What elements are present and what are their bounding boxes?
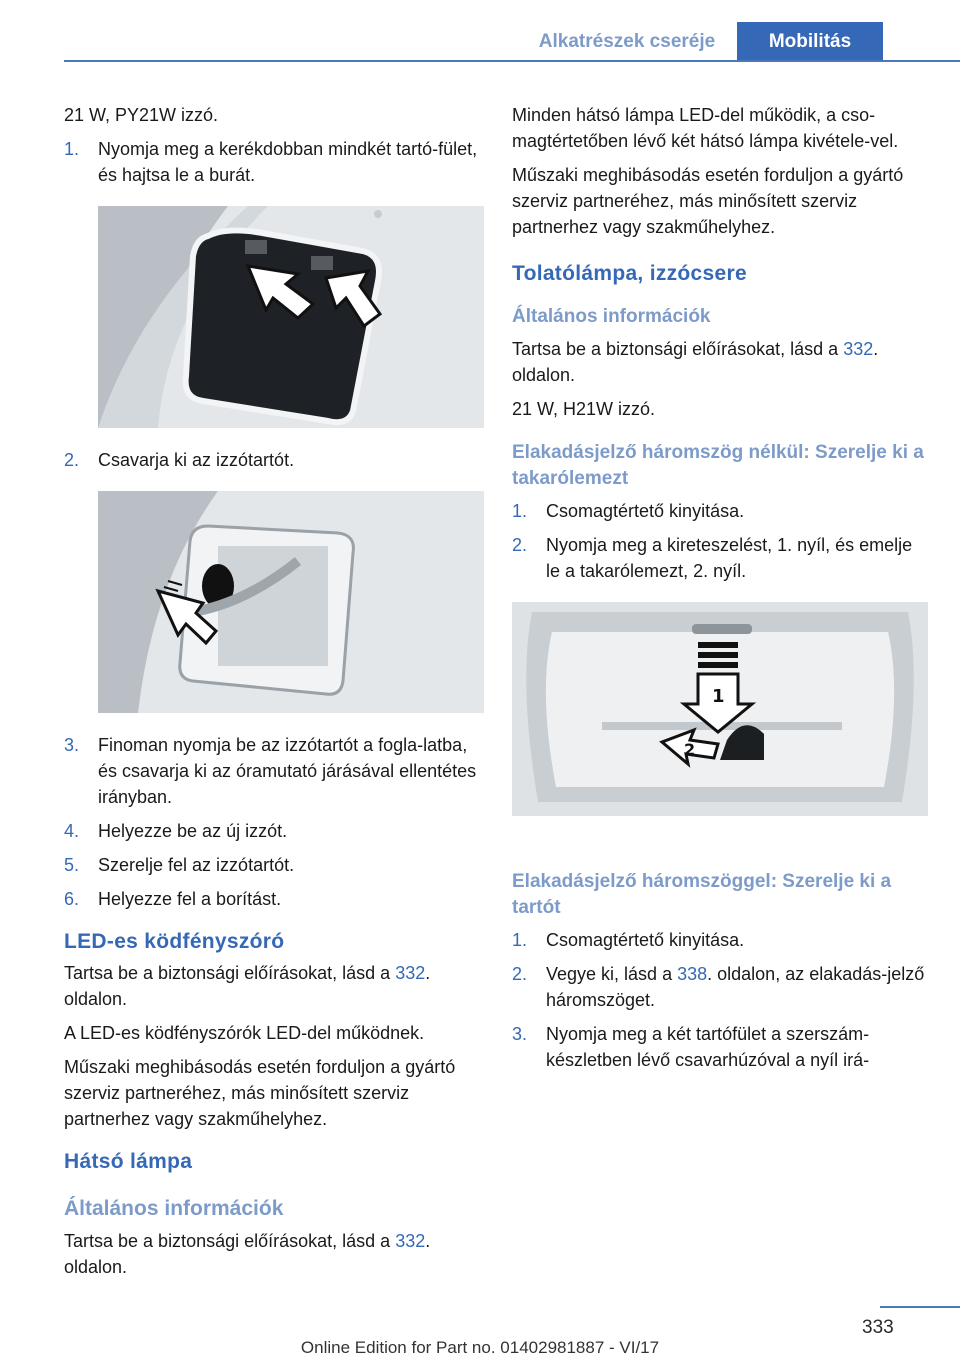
footer-rule (880, 1306, 960, 1308)
page-number: 333 (862, 1317, 894, 1338)
text-run: . oldalon. (64, 1231, 431, 1277)
text-run: Tartsa be a biztonsági előírásokat, lásd a (512, 339, 844, 359)
page-footer (0, 1338, 960, 1358)
page-link[interactable]: 332 (395, 1231, 426, 1251)
section-heading-led-fog: LED-es ködfényszóró (64, 930, 285, 953)
step-text: Csomagtértető kinyitása. (546, 930, 745, 950)
step-number: 5. (64, 855, 80, 875)
step-item (64, 886, 484, 912)
page-link[interactable]: 332 (395, 963, 426, 983)
figure-wheel-arch-cover (98, 206, 484, 428)
step-number: 6. (64, 889, 80, 909)
page-link[interactable]: 332 (843, 339, 874, 359)
subheading-general-info: Általános információk (64, 1197, 284, 1220)
subheading-with-triangle: Elakadásjelző háromszöggel: Szerelje ki a tartót (512, 871, 892, 918)
step-number: 3. (64, 735, 80, 755)
step-item (64, 818, 484, 844)
step-item (512, 961, 928, 1013)
step-item (64, 136, 484, 188)
step-text: Helyezze fel a borítást. (98, 889, 282, 909)
figure-label-1: 1 (712, 686, 725, 707)
header-chapter-tab[interactable]: Mobilitás (737, 22, 883, 62)
paragraph: Műszaki meghibásodás esetén forduljon a gyártó szerviz partneréhez, más minősített szerviz partnerhez vagy szakműhelyhez. (512, 165, 904, 237)
text-run: Tartsa be a biztonsági előírásokat, lásd a (64, 1231, 396, 1251)
figure-trunk-lid-cover (512, 602, 928, 816)
header-section-title: Alkatrészek cseréje (538, 31, 716, 52)
subheading-general-info: Általános információk (512, 306, 711, 327)
step-number: 3. (512, 1024, 528, 1044)
right-column (512, 102, 928, 1081)
step-item (512, 532, 928, 584)
paragraph (64, 960, 484, 1012)
text-run: . oldalon. (512, 339, 879, 385)
paragraph: Minden hátsó lámpa LED-del működik, a cso-magtértetőben lévő két hátsó lámpa kivétele-vel. (512, 105, 899, 151)
step-item (64, 852, 484, 878)
step-text: Szerelje fel az izzótartót. (98, 855, 295, 875)
text-run: . oldalon. (64, 963, 431, 1009)
step-item (64, 732, 484, 810)
text-run: Vegye ki, lásd a (546, 964, 678, 984)
step-number: 4. (64, 821, 80, 841)
step-item (512, 927, 928, 953)
intro-text: 21 W, PY21W izzó. (64, 105, 219, 125)
paragraph (64, 1228, 484, 1280)
step-item (64, 447, 484, 473)
text-run: . oldalon, az elakadás-jelző háromszöget. (546, 964, 925, 1010)
paragraph: Műszaki meghibásodás esetén forduljon a gyártó szerviz partneréhez, más minősített szerviz partnerhez vagy szakműhelyhez. (64, 1057, 456, 1129)
step-item (512, 1021, 928, 1073)
page-header (0, 0, 960, 64)
step-number: 2. (64, 450, 80, 470)
text-run: Tartsa be a biztonsági előírásokat, lásd a (64, 963, 396, 983)
paragraph (512, 336, 928, 388)
step-text: Nyomja meg a kerékdobban mindkét tartó-fület, és hajtsa le a burát. (98, 139, 478, 185)
step-number: 1. (512, 501, 528, 521)
step-number: 2. (512, 964, 528, 984)
paragraph: A LED-es ködfényszórók LED-del működnek. (64, 1023, 425, 1043)
step-text: Nyomja meg a kireteszelést, 1. nyíl, és emelje le a takarólemezt, 2. nyíl. (546, 535, 913, 581)
page-link[interactable]: 338 (677, 964, 708, 984)
section-heading-reversing-lamp: Tolatólámpa, izzócsere (512, 262, 747, 285)
left-column (64, 102, 484, 1288)
step-number: 1. (512, 930, 528, 950)
section-heading-rear-lamp: Hátsó lámpa (64, 1150, 193, 1173)
paragraph: 21 W, H21W izzó. (512, 399, 656, 419)
header-rule (64, 60, 960, 62)
step-text: Csavarja ki az izzótartót. (98, 450, 295, 470)
step-text: Helyezze be az új izzót. (98, 821, 288, 841)
figure-label-2: 2 (684, 740, 696, 759)
figure-bulb-holder (98, 491, 484, 713)
step-text: Nyomja meg a két tartófület a szerszám-készletben lévő csavarhúzóval a nyíl irá- (546, 1024, 870, 1070)
footer-edition: Online Edition for Part no. 01402981887 - VI/17 (300, 1338, 660, 1357)
step-number: 1. (64, 139, 80, 159)
subheading-without-triangle: Elakadásjelző háromszög nélkül: Szerelje ki a takarólemezt (512, 442, 924, 489)
step-number: 2. (512, 535, 528, 555)
step-text (546, 961, 928, 1013)
step-item (512, 498, 928, 524)
step-text: Csomagtértető kinyitása. (546, 501, 745, 521)
step-text: Finoman nyomja be az izzótartót a fogla-latba, és csavarja ki az óramutató járásával ellentétes irányban. (98, 735, 477, 807)
